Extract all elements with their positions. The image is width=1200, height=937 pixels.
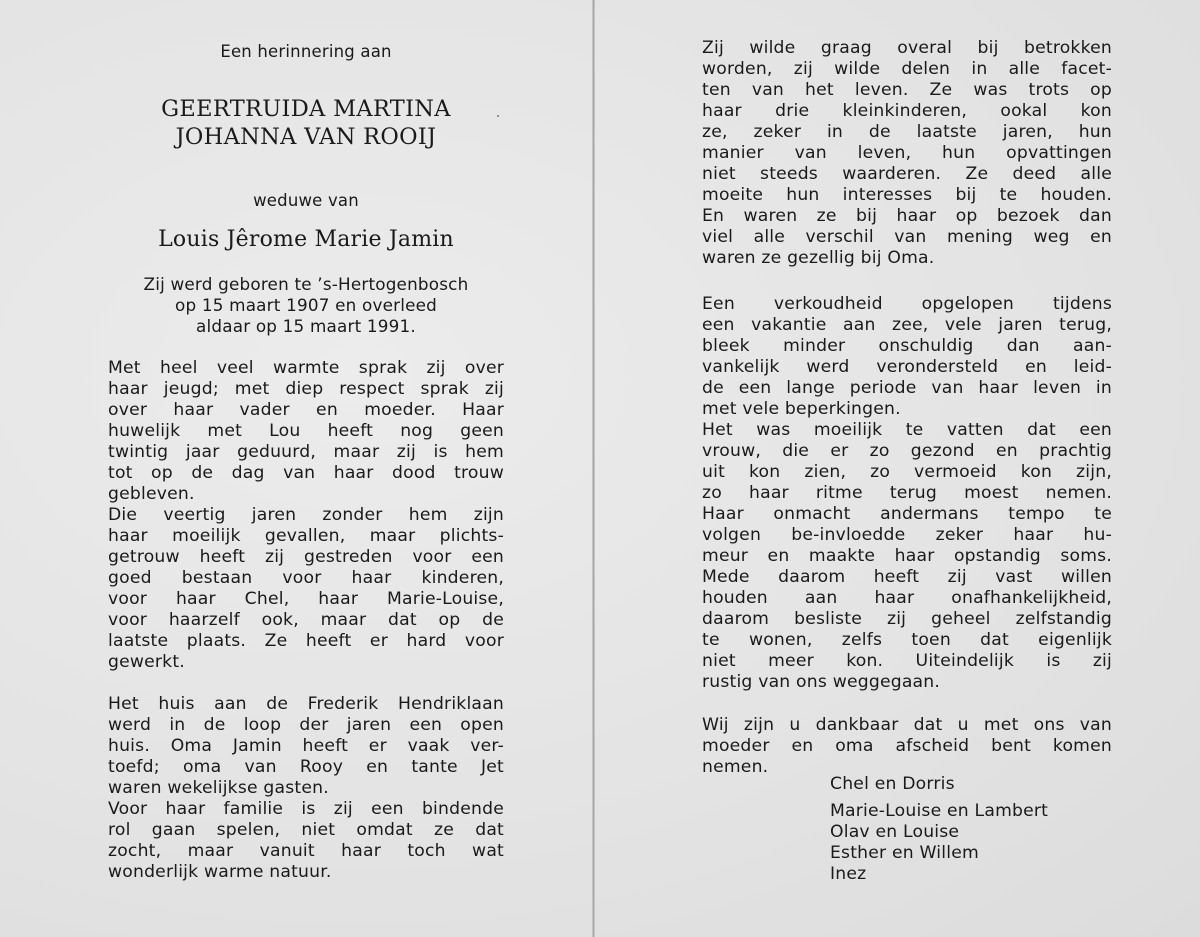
text-line: Die veertig jaren zonder hem zijn [108, 505, 504, 525]
text-line: niet meer kon. Uiteindelijk is zij [702, 651, 1112, 671]
text-line: waren ze gezellig bij Oma. [702, 248, 935, 268]
text-line: zocht, maar vanuit haar toch wat [108, 841, 504, 861]
text-line: En waren ze bij haar op bezoek dan [702, 206, 1112, 226]
text-line: ten van het leven. Ze was trots op [702, 80, 1112, 100]
deceased-name [98, 95, 514, 151]
text-line: rustig van ons weggegaan. [702, 672, 941, 692]
signature-line: Esther en Willem [830, 843, 979, 863]
card-fold-line [592, 0, 595, 937]
text-line: huis. Oma Jamin heeft er vaak ver- [108, 736, 504, 756]
text-line: voor haarzelf ook, maar dat op de [108, 610, 504, 630]
text-line: rol gaan spelen, niet omdat ze dat [108, 820, 504, 840]
birth-line: op 15 maart 1907 en overleed [175, 295, 437, 315]
text-line: ze, zeker in de laatste jaren, hun [702, 122, 1112, 142]
memory-paragraph-3 [702, 38, 1112, 269]
text-line: Een verkoudheid opgelopen tijdens [702, 294, 1112, 314]
text-line: Het huis aan de Frederik Hendriklaan [108, 694, 504, 714]
intro-text: Een herinnering aan [220, 42, 392, 61]
text-line: bleek minder onschuldig dan aan- [702, 336, 1112, 356]
signature-line: Marie-Louise en Lambert [830, 801, 1049, 821]
text-line: voor haar Chel, haar Marie-Louise, [108, 589, 504, 609]
text-line: houden aan haar onafhankelijkheid, [702, 588, 1112, 608]
text-line: huwelijk met Lou heeft nog geen [108, 421, 504, 441]
text-line: Met heel veel warmte sprak zij over [108, 358, 504, 378]
text-line: vankelijk werd verondersteld en leid- [702, 357, 1112, 377]
text-line: Wij zijn u dankbaar dat u met ons van [702, 715, 1112, 735]
text-line: Het was moeilijk te vatten dat een [702, 420, 1112, 440]
text-line: haar moeilijk gevallen, maar plichts- [108, 526, 504, 546]
text-line: Voor haar familie is zij een bindende [108, 799, 504, 819]
text-line: viel alle verschil van mening weg en [702, 227, 1112, 247]
text-line: een vakantie aan zee, vele jaren terug, [702, 315, 1112, 335]
memory-paragraph-4 [702, 294, 1112, 693]
text-line: werd in de loop der jaren een open [108, 715, 504, 735]
text-line: te wonen, zelfs toen dat eigenlijk [702, 630, 1112, 650]
text-line: uit kon zien, zo vermoeid kon zijn, [702, 462, 1112, 482]
text-line: moeder en oma afscheid bent komen [702, 736, 1112, 756]
text-line: meur en maakte haar opstandig soms. [702, 546, 1112, 566]
birth-death-statement [108, 274, 504, 337]
text-line: worden, zij wilde delen in alle facet- [702, 59, 1112, 79]
text-line: gewerkt. [108, 652, 185, 672]
memory-paragraph-1 [108, 358, 504, 673]
text-line: haar jeugd; met diep respect sprak zij [108, 379, 504, 399]
text-line: de een lange periode van haar leven in [702, 378, 1112, 398]
signature-line: Chel en Dorris [830, 774, 955, 794]
text-line: manier van leven, hun opvattingen [702, 143, 1112, 163]
birth-line: aldaar op 15 maart 1991. [196, 316, 416, 336]
text-line: wonderlijk warme natuur. [108, 862, 332, 882]
text-line: twintig jaar geduurd, maar zij is hem [108, 442, 504, 462]
birth-line: Zij werd geboren te ’s-Hertogenbosch [143, 274, 469, 294]
deceased-name-line: GEERTRUIDA MARTINA [161, 96, 451, 122]
text-line: volgen be-invloedde zeker haar hu- [702, 525, 1112, 545]
text-line: zo haar ritme terug moest nemen. [702, 483, 1112, 503]
text-line: goed bestaan voor haar kinderen, [108, 568, 504, 588]
text-line: tot op de dag van haar dood trouw [108, 463, 504, 483]
text-line: getrouw heeft zij gestreden voor een [108, 547, 504, 567]
text-line: gebleven. [108, 484, 195, 504]
widow-of-label: weduwe van [253, 191, 359, 210]
text-line: met vele beperkingen. [702, 399, 901, 419]
text-line: Haar onmacht andermans tempo te [702, 504, 1112, 524]
family-signatures [830, 774, 1048, 885]
text-line: haar drie kleinkinderen, ookal kon [702, 101, 1112, 121]
text-line: over haar vader en moeder. Haar [108, 400, 504, 420]
text-line: nemen. [702, 757, 769, 777]
signature-line: Inez [830, 864, 867, 884]
husband-name: Louis Jêrome Marie Jamin [158, 227, 454, 252]
text-line: daarom besliste zij geheel zelfstandig [702, 609, 1112, 629]
text-line: waren wekelijkse gasten. [108, 778, 329, 798]
text-line: laatste plaats. Ze heeft er hard voor [108, 631, 504, 651]
closing-paragraph [702, 715, 1112, 778]
text-line: Mede daarom heeft zij vast willen [702, 567, 1112, 587]
text-line: vrouw, die er zo gezond en prachtig [702, 441, 1112, 461]
text-line: toefd; oma van Rooy en tante Jet [108, 757, 504, 777]
signature-line: Olav en Louise [830, 822, 960, 842]
memory-paragraph-2 [108, 694, 504, 883]
text-line: Zij wilde graag overal bij betrokken [702, 38, 1112, 58]
text-line: niet steeds waarderen. Ze deed alle [702, 164, 1112, 184]
deceased-name-line: JOHANNA VAN ROOIJ [175, 124, 437, 150]
text-line: moeite hun interesses bij te houden. [702, 185, 1112, 205]
